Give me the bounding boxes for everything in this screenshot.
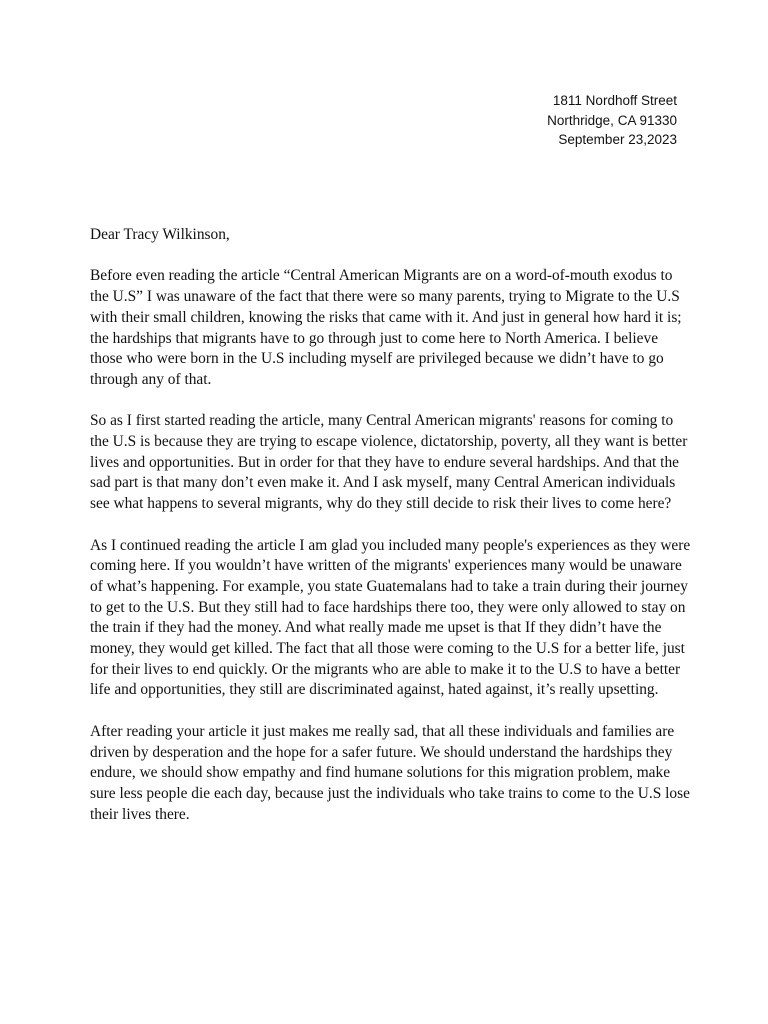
paragraph-line: coming here. If you wouldn’t have written of the migrants' experiences many would be unaware <box>90 557 682 575</box>
paragraph-line: After reading your article it just makes me really sad, that all these individuals and families are <box>90 722 675 740</box>
paragraph-line: money, they would get killed. The fact that all those were coming to the U.S for a better life, just <box>90 640 685 658</box>
letter-date: September 23,2023 <box>558 132 677 147</box>
paragraph-line: Before even reading the article “Central American Migrants are on a word-of-mouth exodus to <box>90 267 673 285</box>
paragraph-line: driven by desperation and the hope for a safer future. We should understand the hardships they <box>90 743 673 761</box>
paragraph-line: the train if they had the money. And what really made me upset is that If they didn’t have the <box>90 619 662 637</box>
paragraph-line: lives and opportunities. But in order for that they have to endure several hardships. And that the <box>90 453 679 471</box>
paragraph-line: the hardships that migrants have to go through just to come here to North America. I believe <box>90 329 659 347</box>
sender-address-block <box>547 91 677 150</box>
paragraph-line: So as I first started reading the article, many Central American migrants' reasons for coming to <box>90 412 674 430</box>
paragraph-line: endure, we should show empathy and find humane solutions for this migration problem, make <box>90 764 671 782</box>
salutation: Dear Tracy Wilkinson, <box>90 226 230 243</box>
paragraph-line: of what’s happening. For example, you state Guatemalans had to take a train during their journey <box>90 577 688 595</box>
paragraph-line: for their lives to end quickly. Or the migrants who are able to make it to the U.S to have a better <box>90 660 681 678</box>
paragraph-line: see what happens to several migrants, why do they still decide to risk their lives to come here? <box>90 495 672 513</box>
paragraph-line: those who were born in the U.S including myself are privileged because we didn’t have to go <box>90 350 664 368</box>
address-city: Northridge, CA 91330 <box>547 112 677 128</box>
paragraph-line: sad part is that many don’t even make it. And I ask myself, many Central American individuals <box>90 474 676 492</box>
paragraph-line: their lives there. <box>90 805 190 823</box>
paragraph-line: with their small children, knowing the risks that came with it. And just in general how hard it is; <box>90 308 682 326</box>
paragraph-line: the U.S” I was unaware of the fact that there were so many parents, trying to Migrate to the U.S <box>90 288 680 306</box>
paragraph-4 <box>90 722 690 826</box>
letter-body <box>90 225 691 846</box>
paragraph-2 <box>90 411 686 515</box>
paragraph-line: life and opportunities, they still are discriminated against, hated against, it’s really upsetting. <box>90 681 659 699</box>
paragraph-line: to get to the U.S. But they still had to face hardships there too, they were only allowed to stay on <box>90 598 686 616</box>
paragraph-line: through any of that. <box>90 370 212 388</box>
paragraph-3 <box>90 536 691 702</box>
address-street: 1811 Nordhoff Street <box>552 93 677 108</box>
paragraph-line: sure less people die each day, because just the individuals who take trains to come to the U.S lose <box>90 784 690 802</box>
paragraph-line: As I continued reading the article I am glad you included many people's experiences as they were <box>90 536 691 554</box>
paragraph-1 <box>90 266 686 390</box>
paragraph-line: the U.S is because they are trying to escape violence, dictatorship, poverty, all they want is better <box>90 433 688 450</box>
